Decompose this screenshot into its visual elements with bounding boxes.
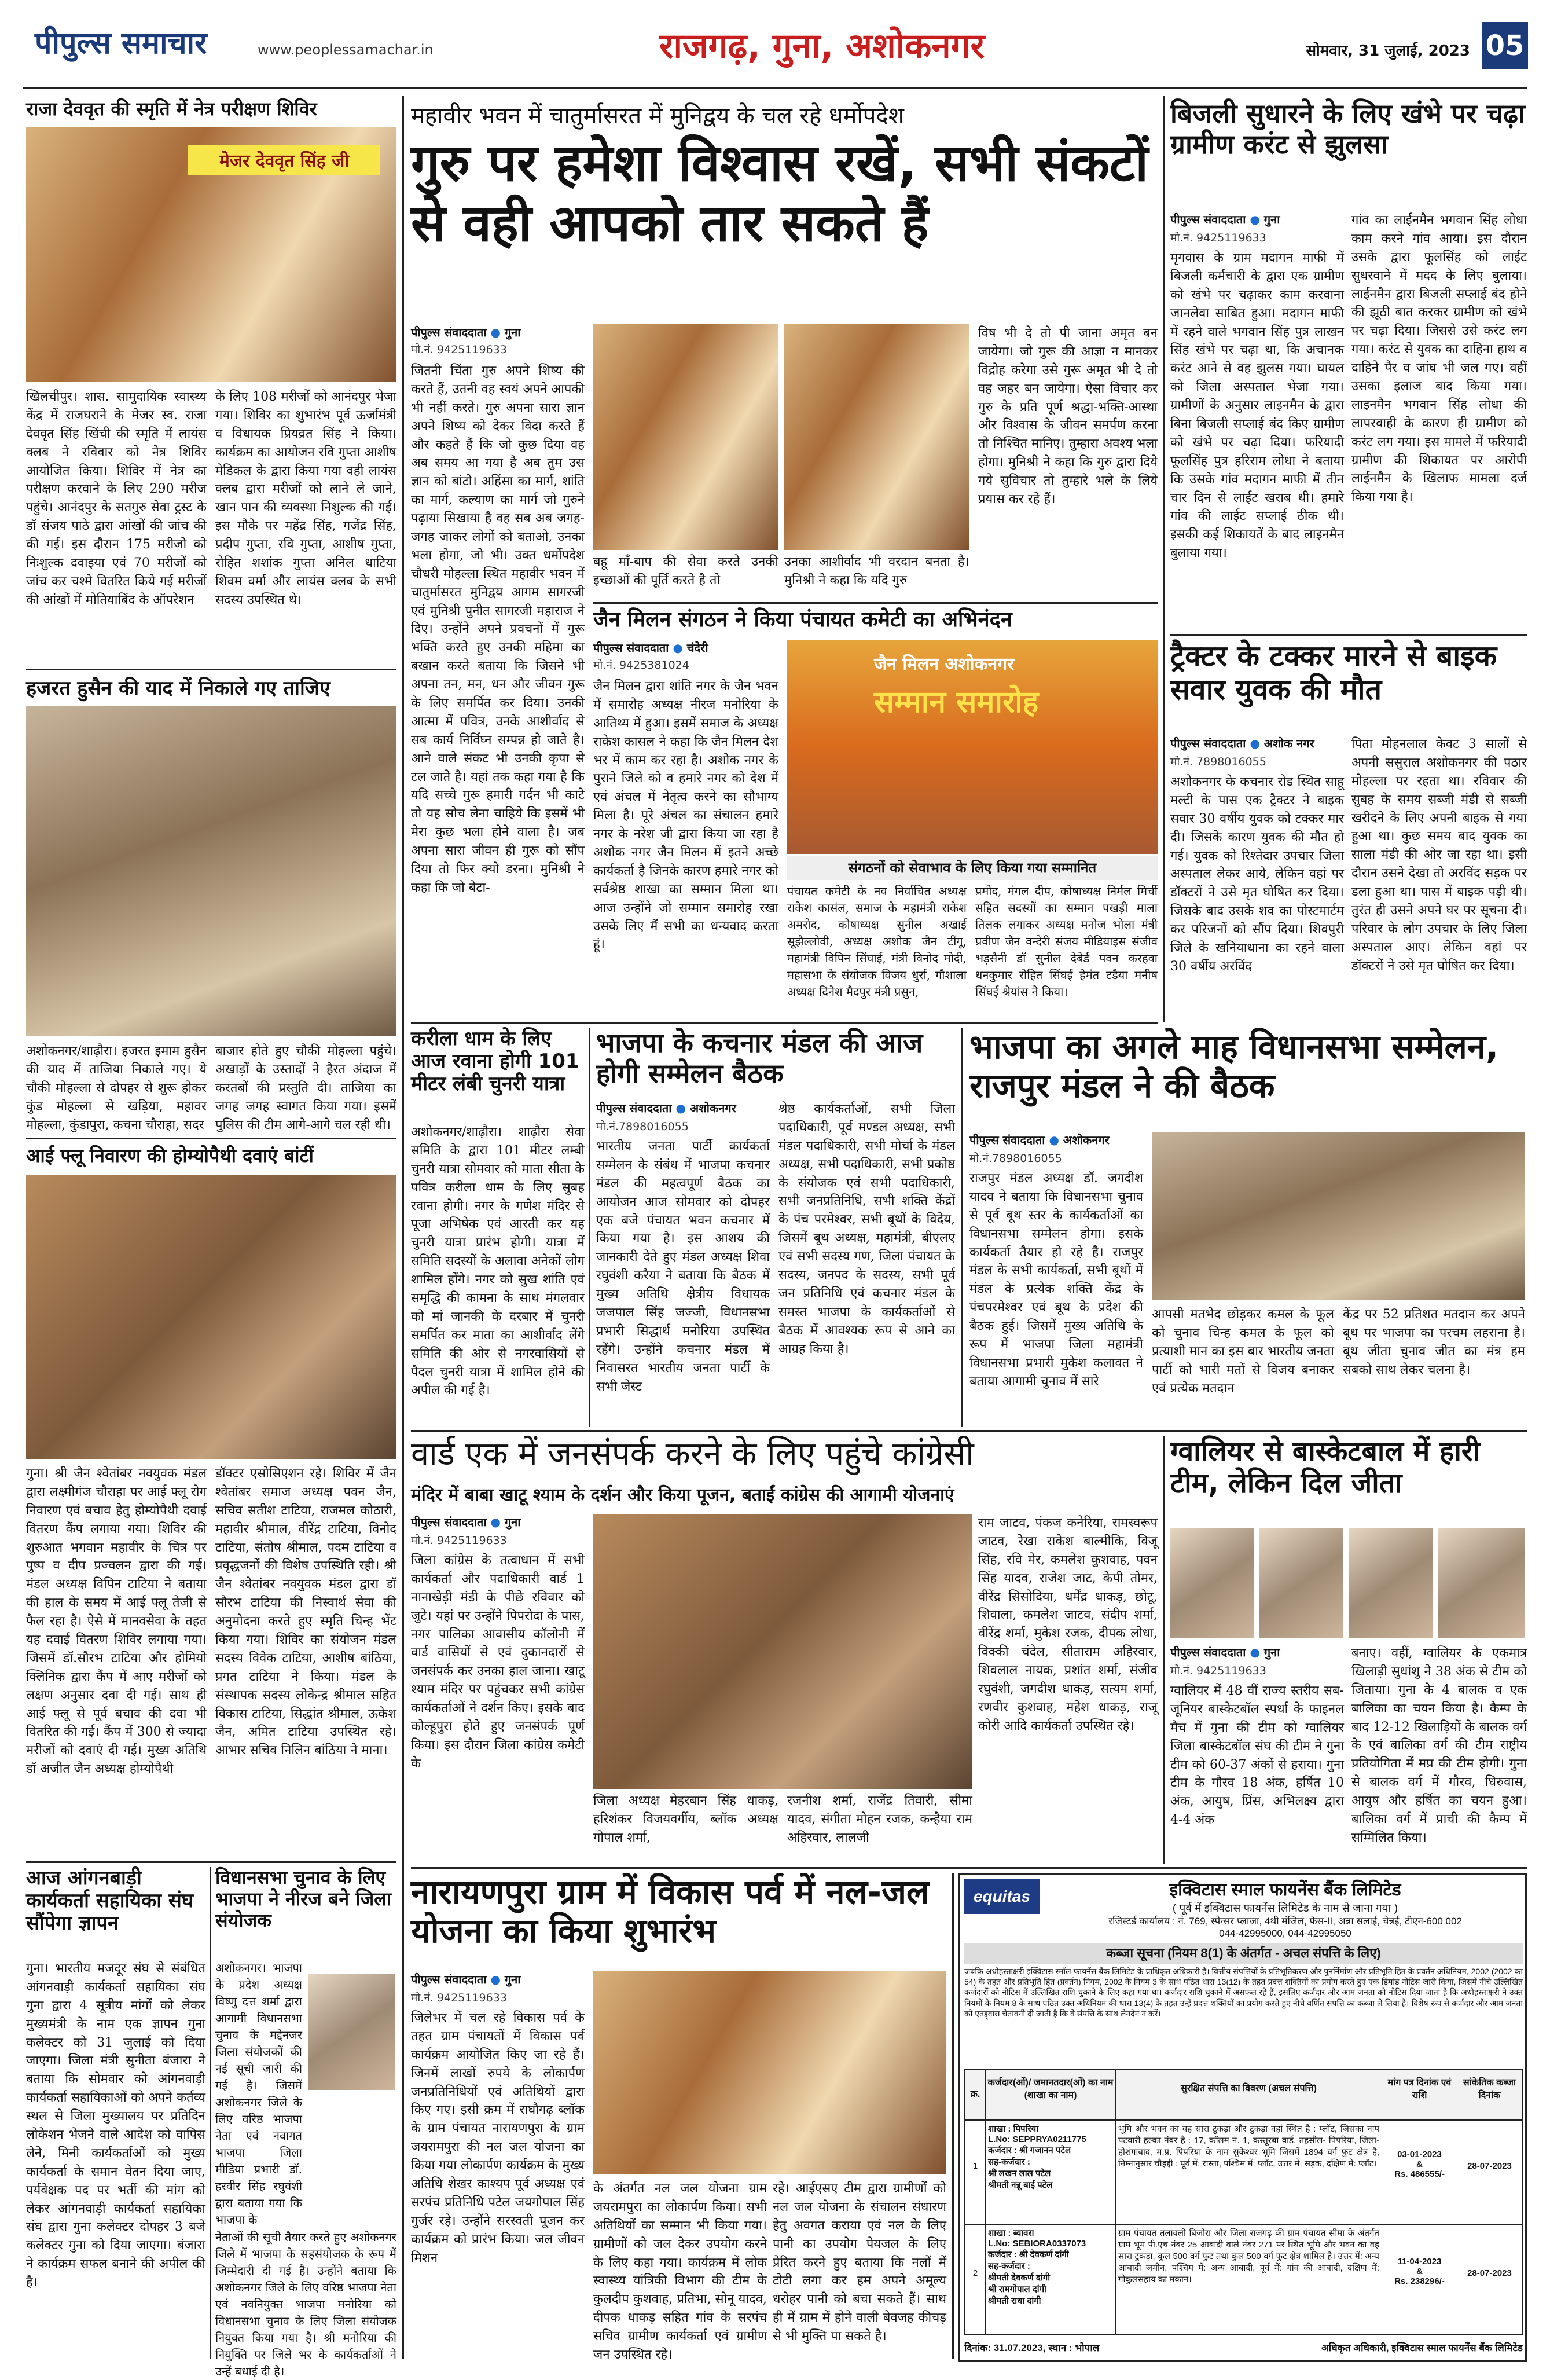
equitas-logo: equitas <box>964 1879 1040 1914</box>
byline-dot-icon: ● <box>1049 1133 1059 1147</box>
row-borrower: शाखा : पिपरिया L.No: SEPPRYA0211775 कर्जदार : श्री गजानन पटेल सह-कर्जदार : श्री लखन लाल पटेल श्रीमती नन्नू बाई पटेल <box>986 2121 1116 2224</box>
notice-footer-signatory: अधिकृत अधिकारी, इक्विटास स्माल फायनेंस बैंक लिमिटेड <box>1321 2342 1523 2353</box>
byline-city: अशोकनगर <box>1063 1133 1110 1147</box>
jain-photo-col2: प्रमोद, मंगल दीप, कोषाध्यक्ष निर्मल मिर्ची सहित सदस्यों का सम्मान पखड़ी माला तिलक लगाकर अध्यक्ष मनोज भोला मंत्री प्रवीण जैन वन्देरी संजय मीडियाइस संजीव भड़सैनी डॉ सुनील देबेर्ड पवन करहवा धनकुमार रोहित सिंघई हेमंत टडैया मनीष सिंघई श्रेयांस ने किया। <box>975 884 1158 999</box>
guru-col4: विष भी दे तो पी जाना अमृत बन जायेगा। जो गुरू की आज्ञा न मानकर विद्रोह करेगा उसे गुरू अमृत भी दे तो वह जहर बन जायेगा। ऐसा विचार कर गुरु के प्रति पूर्ण श्रद्धा-भक्ति-आस्था और विश्वास के जीवन समर्पण करना तो निश्चित मानिए। तुम्हारा अवश्य भला होगा। मुनिश्री ने कहा कि गुरु द्वारा दिये गये सुविचार तो तुम्हारे भले के लिये प्रयास कर रहे हैं। <box>978 326 1158 507</box>
neeraj-portrait <box>308 1974 395 2090</box>
basketball-mobile: मो.नं. 9425119633 <box>1170 1664 1266 1677</box>
row-demand: 03-01-2023 & Rs. 486555/- <box>1382 2121 1457 2224</box>
byline-dot-icon: ● <box>490 1515 501 1529</box>
section-title: राजगढ़, गुना, अशोकनगर <box>659 26 985 67</box>
rajpur-photo <box>1152 1132 1525 1300</box>
tazia-headline: हजरत हुसैन की याद में निकाले गए ताजिए <box>26 677 330 700</box>
divider <box>411 1867 1527 1869</box>
kachnar-col1: भारतीय जनता पार्टी कार्यकर्ता सम्मेलन के संबंध में भाजपा कचनार मंडल की महत्वपूर्ण बैठक का आयोजन आज सोमवार को दोपहर एक बजे पंचायत भवन कचनार में किया गया है। इस आशय की जानकारी देते हुए मंडल अध्यक्ष शिवा रघुवंशी करैया ने बताया कि बैठक में मुख्य अतिथि क्षेत्रीय विधायक जजपाल सिंह जज्जी, विधानसभा प्रभारी सिद्धार्थ मनोरिया उपस्थित रहेंगे। उन्होंने कचनार मंडल में निवासरत भारतीय जनता पार्टी के सभी जेस्ट <box>596 1139 770 1394</box>
divider <box>961 1028 963 1427</box>
electric-mobile: मो.नं. 9425119633 <box>1170 232 1266 244</box>
tazia-photo <box>26 706 396 1036</box>
bank-subtitle: ( पूर्व में इक्विटास फायनेंस लिमिटेड के नाम से जाना गया ) <box>1172 1902 1398 1915</box>
guru-caption-1: बहू माँ-बाप की सेवा करते उनकी इच्छाओं की पूर्ति करते है तो <box>593 555 778 588</box>
basketball-player-photo-4 <box>1438 1528 1525 1638</box>
byline-text: पीपुल्स संवाददाता <box>411 1972 487 1986</box>
tractor-byline <box>1170 735 1344 751</box>
rajpur-col3: केंद्र पर 52 प्रतिशत मतदान कर अपने बूथ पर भाजपा का परचम लहराना है। बूथ जीता चुनाव जीत का मंत्र हम सबको साथ लेकर चलना है। <box>1343 1307 1525 1377</box>
jain-photo-col1: पंचायत कमेटी के नव निर्वाचित अध्यक्ष राकेश कासंल, समाज के महामंत्री राकेश अमरोद, कोषाध्यक्ष सुनील अखाई सूझैल्लोवी, अध्यक्ष अशोक जैन टींगू, महामंत्री विपिन सिंघाई, मंत्री विनोद मोदी, महासभा के संयोजक विजय धुर्रा, गौशाला अध्यक्ष दिनेश मैदपुर मंत्री प्रसुन, <box>787 884 967 999</box>
ward-headline: वार्ड एक में जनसंपर्क करने के लिए पहुंचे कांग्रेसी <box>411 1435 974 1473</box>
byline-city: गुना <box>504 1515 521 1529</box>
jain-body: जैन मिलन द्वारा शांति नगर के जैन भवन में समारोह अध्यक्ष नीरज मनोरिया के आतिथ्य में हुआ। इसमें समाज के अध्यक्ष राकेश कासल ने कहा कि जैन मिलन देश भर में काम कर रहा है। अशोक नगर के पुराने जिले को व हमारे नगर को देश में एवं अंचल में नेतृत्व करने का सौभाग्य मिला है। पूरे अंचल का संचालन हमारे नगर के नरेश जी द्वारा किया जा रहा है अशोक नगर जैन मिलन में इतने अच्छे कार्यकर्ता है जिनके कारण हमारे नगर को सर्वश्रेष्ठ शाखा का सम्मान मिला था। आज उन्होंने जो सम्मान समारोह रखा उसके लिए मैं सभी का धन्यवाद करता हूं। <box>593 679 778 952</box>
karila-headline: करीला धाम के लिए आज रवाना होगी 101 मीटर लंबी चुनरी यात्रा <box>411 1027 579 1096</box>
row-demand: 11-04-2023 & Rs. 238296/- <box>1382 2225 1457 2334</box>
jain-banner-1: जैन मिलन अशोकनगर <box>874 654 1015 674</box>
notice-intro: जबकि अधोहस्ताक्षरी इक्विटास स्मॉल फायनेंस बैंक लिमिटेड के प्राधिकृत अधिकारी है। वित्तीय संपत्तियों के प्रतिभूतिकरण और पुनर्निर्माण और प्रतिभूति हित के प्रवर्तन अधिनियम, 2002 (2002 का 54) के तहत और प्रतिभूति हित (प्रवर्तन) नियम, 2002 के नियम 3 के साथ पठित धारा 13(12) के तहत प्रदत्त शक्तियों का प्रयोग करते हुए एक डिमांड नोटिस जारी किया, जिसमें नीचे उल्लिखित कर्जदारों को नोटिस में उल्लिखित राशि चुकाने के लिए कहा गया था। कर्जदार राशि चुकाने में असफल रहे हैं, इसलिए कर्जदार और आम जनता को नोटिस दिया जाता है कि अधोहस्ताक्षरी ने उक्त नियमों के नियम 8 के साथ पठित उक्त अधिनियम की धारा 13(4) के तहत उन्हें प्रदत्त शक्तियों का प्रयोग करते हुए नीचे वर्णित संपत्ति का कब्जा ले लिया है। विशेष रूप से कर्जदार और आम जनता को एतद्द्वारा चेतावनी दी जाती है कि वे संपत्ति के साथ लेनदेन न करें। <box>964 1967 1523 2018</box>
tractor-mobile: मो.नं. 7898016055 <box>1170 756 1266 768</box>
possession-notice <box>958 1873 1527 2362</box>
row-possession: 28-07-2023 <box>1467 2161 1512 2171</box>
byline-city: चंदेरी <box>686 641 708 655</box>
divider <box>1170 634 1527 636</box>
narayanpura-photo <box>593 1971 946 2174</box>
kachnar-headline: भाजपा के कचनार मंडल की आज होगी सम्मेलन बैठक <box>596 1027 923 1089</box>
anganwadi-body: गुना। भारतीय मजदूर संघ से संबंधित आंगनवाड़ी कार्यकर्ता सहायिका संघ गुना द्वारा 4 सूत्रीय मांगों को लेकर मुख्यमंत्री के नाम एक ज्ञापन गुना कलेक्टर को 31 जुलाई को दिया जाएगा। जिला मंत्री सुनीता बंजारा ने बताया कि सोमवार को आंगनवाड़ी कार्यकर्ता सहायिकाओं को अपने कर्तव्य स्थल से जिला मुख्यालय पर प्रतिदिन लोकेशन भेजने वाले आदेश को वापिस लेने, मिनी कार्यकर्ताओं को मुख्य कार्यकर्ता के समान वेतन दिया जाए, पर्यवेक्षक पद पर भर्ती की मांग को लेकर आंगनवाड़ी कार्यकर्ता सहायिका संघ द्वारा गुना कलेक्टर दोपहर 3 बजे कलेक्टर गुना को दिया जाएगा। बंजारा ने कार्यक्रम सफल बनाने की अपील की है। <box>26 1961 205 2290</box>
ward-photo <box>593 1514 972 1789</box>
divider <box>411 1022 1158 1024</box>
guru-byline <box>411 324 585 340</box>
rajpur-headline: भाजपा का अगले माह विधानसभा सम्मेलन, राजपुर मंडल ने की बैठक <box>969 1027 1499 1105</box>
ward-col1: जिला कांग्रेस के तत्वाधान में सभी कार्यकर्ता और पदाधिकारी वार्ड 1 नानाखेड़ी मंडी के पीछे रविवार को जुटे। यहां पर उन्होंने पिपरोदा के पास, नगर पालिका आवासीय कॉलोनी में वार्ड वासियों से एवं दुकानदारों से जनसंपर्क कर उनका हाल जाना। खाटू श्याम मंदिर पर पहुंचकर सभी कांग्रेस कार्यकर्ताओं ने दर्शन किए। इसके बाद कोल्हूपुरा होते हुए जनसंपर्क पूर्ण किया। इस दौरान जिला कांग्रेस कमेटी के <box>411 1553 585 1771</box>
guru-kicker: महावीर भवन में चातुर्मासरत में मुनिद्वय के चल रहे धर्मोपदेश <box>411 102 904 129</box>
rajpur-mobile: मो.नं.7898016055 <box>969 1152 1062 1165</box>
divider <box>411 1430 1527 1432</box>
notice-table-row <box>964 2225 1523 2335</box>
divider <box>26 1138 396 1139</box>
eye-camp-col2: के लिए 108 मरीजों को आनंदपुर भेजा गया। शिविर का शुभारंभ पूर्व ऊर्जामंत्री व विधायक प्रियव्रत सिंह ने किया। कार्यक्रम का आयोजन रवि गुप्ता आशीष मेडिकल के द्वारा किया गया वही लायंस क्लब द्वारा मरीजों को लाने ले जाने, खान पान की व्यवस्था निशुल्क की गई। इस मौके पर महेंद्र सिंह, गजेंद्र सिंह, प्रदीप गुप्ता, रवि गुप्ता, आशीष गुप्ता, रोहित शशांक गुप्ता अनिल धाटिया शिवम वर्मा और लायंस क्लब के सभी सदस्य उपस्थित थे। <box>215 390 396 607</box>
divider <box>1163 1436 1165 1864</box>
narayanpura-col2: के अंतर्गत नल जल योजना ग्राम जयरामपुरा का लोकार्पण किया। सभी अतिथियों का सम्मान भी किया गया। ग्रामीणों को जल देकर उपयोग करने के लिए कहा गया। कार्यक्रम में लोक स्वास्थ्य यांत्रिकी विभाग की टीम के कुलदीप कुशवाह, प्रतिभा, सोनू यादव, दीपक धाकड़ सहित गांव के सरपंच सचिव ग्रामीण कार्यकर्ता एवं ग्रामीण जन उपस्थित रहे। <box>593 2181 767 2363</box>
narayanpura-col3: रहे। आईएसए टीम द्वारा ग्रामीणों को नल जल योजना के संचालन संधारण हेतु अवगत कराया एवं नल के लिए पानी का उपयोग पेयजल के लिए प्रेरित करने हुए बताया कि नलों में टोटी लगा कर हम अपने अमूल्य धरोहर पानी को बचा सकते हैं। साथ ही में ग्राम में होने वाली बेवजह कीचड़ से भी मुक्ति पा सकते है। <box>773 2181 946 2344</box>
row-property: ग्राम पंचायत तलावली बिजोरा और जिला राजगढ़ की ग्राम पंचायत सीमा के अंतर्गत ग्राम भूम पी.एच नंबर 25 आबादी वाले नंबर 271 पर स्थित भूमि और भवन का वह सारा टुकड़ा, कुल 500 वर्ग फुट तथा कुल 500 वर्ग फुट क्षेत्र शामिल है। उत्तर में: अन्य आबादी जमीन, पश्चिम में: अन्य आबादी, पूर्व में: गांव की आबादी, दक्षिण में: गोकुलसहाय का मकान। <box>1116 2225 1382 2334</box>
byline-dot-icon: ● <box>1250 1645 1260 1659</box>
eye-camp-banner: मेजर देववृत सिंह जी <box>188 145 380 175</box>
kachnar-mobile: मो.नं.7898016055 <box>596 1120 689 1133</box>
jain-mobile: मो.नं. 9425381024 <box>593 659 689 672</box>
jain-photo <box>787 640 1158 854</box>
guru-headline: गुरु पर हमेशा विश्वास रखें, सभी संकटों से वही आपको तार सकते हैं <box>411 133 1149 253</box>
basketball-col1: ग्वालियर में 48 वीं राज्य स्तरीय सब-जूनियर बास्केटबॉल स्पर्धा के फाइनल मैच में गुना की टीम को ग्वालियर जिला बास्केटबॉल संघ की टीम ने गुना टीम को 60-37 अंकों से हराया। गुना टीम के गौरव 18 अंक, हर्षित 10 अंक, आयुष, प्रिंस, अभिलक्ष्य द्वारा 4-4 अंक <box>1170 1684 1344 1828</box>
neeraj-headline: विधानसभा चुनाव के लिए भाजपा ने नीरज बने जिला संयोजक <box>215 1866 392 1931</box>
byline-city: गुना <box>504 325 521 339</box>
tazia-col2: बाजार होते हुए चौकी मोहल्ला पहुंचे। अखाड़ों के उस्तादों ने हैरत अंदाज में करतबों की प्रस्तुति दी। ताजिया का जगह जगह स्वागत किया गया। इसमें पुलिस की टीम आगे-आगे चल रही थी। <box>215 1044 396 1132</box>
flu-photo <box>26 1175 396 1459</box>
byline-city: गुना <box>1263 1645 1280 1659</box>
ward-kicker: मंदिर में बाबा खाटू श्याम के दर्शन और किया पूजन, बताईं कांग्रेस की आगामी योजनाएं <box>411 1485 954 1505</box>
notice-title: कब्जा सूचना (नियम 8(1) के अंतर्गत - अचल संपत्ति के लिए) <box>964 1943 1523 1964</box>
byline-city: गुना <box>1263 212 1280 226</box>
header-cell: सांकेतिक कब्जा दिनांक <box>1463 2078 1516 2100</box>
row-no: 1 <box>965 2121 986 2224</box>
divider <box>589 1028 590 1427</box>
flu-col2: डॉक्टर एसोसिएशन रहे। शिविर में जैन श्वेतांबर समाज अध्यक्ष पवन जैन, सचिव सतीश टाटिया, राजमल कोठारी, महावीर श्रीमाल, वीरेंद्र टाटिया, विनोद टाटिया, संतोष श्रीमाल, पदम टाटिया व प्रवृद्धजनों की विशेष उपस्थिति रही। श्री जैन श्वेतांबर नवयुवक मंडल द्वारा डॉ सौरभ टाटिया की निस्वार्थ सेवा की अनुमोदना करते हुए स्मृति चिन्ह भेंट किया गया। शिविर का संयोजन मंडल सदस्य विवेक टाटिया, आशीष बांठिया, प्रगत टाटिया ने किया। मंडल के संस्थापक सदस्य लोकेन्द्र श्रीमाल सहित विकास टाटिया, सिद्धांत श्रीमाल, ऊकेश जैन, अमित टाटिया उपस्थित रहे। आभार सचिव निलिन बांठिया ने माना। <box>215 1466 396 1758</box>
ward-caption-2: रजनीश शर्मा, राजेंद्र तिवारी, सीमा यादव, संगीता मोहन रजक, कन्हैया राम अहिरवार, लालजी <box>787 1794 972 1845</box>
jain-banner-2: सम्मान समारोह <box>874 685 1039 720</box>
divider <box>952 1873 954 2359</box>
tractor-col2: पिता मोहनलाल केवट 3 सालों से अपनी ससुराल अशोकनगर की पठार मोहल्ला पर रहता था। रविवार की सुबह के समय सब्जी मंडी से सब्जी खरीदने के लिए अपनी बाइक से गया हुआ था। कुछ समय बाद युवक का साला मंडी की ओर जा रहा था। इसी दौरान उसने देखा तो अरविंद सड़क पर डला हुआ था। पास में बाइक पड़ी थी। तुरंत ही उसने अपने घर पर सूचना दी। परिवार के लोग उपचार के लिए जिला अस्पताल आए। लेकिन वहां पर डॉक्टरों ने उसे मृत घोषित कर दिया। <box>1351 737 1527 973</box>
eye-camp-col1: खिलचीपुर। शास. सामुदायिक स्वास्थ्य केंद्र में राजघराने के मेजर स्व. राजा देववृत सिंह खिंची की स्मृति में लायंस क्लब ने रविवार को नेत्र शिविर आयोजित किया। शिविर में नेत्र का परीक्षण करवाने के लिए 290 मरीज पहुंचे। आनंदपुर के सतगुरु सेवा ट्रस्ट के डॉ संजय पाठे द्वारा आंखों की जांच की की गई। इस दौरान 175 मरीजो को निःशुल्क दवाइया एवं 70 मरीजों को जांच कर चश्मे वितरित किये गई मरीजों की आंखों में मोतियाबिंद के ऑपरेशन <box>26 390 207 607</box>
jain-headline: जैन मिलन संगठन ने किया पंचायत कमेटी का अभिनंदन <box>593 608 1012 632</box>
electric-col1: मृगवास के ग्राम मदागन माफी में बिजली कर्मचारी के द्वारा एक ग्रामीण को खंभे पर चढ़ाकर काम करवाना जानलेवा साबित हुआ। मदागन माफी में रहने वाले भगवान सिंह पुत्र लाखन सिंह खंभे पर चढ़ा था, कि अचानक करंट आने से वह झुलस गया। घायल को जिला अस्पताल भेजा गया। ग्रामीणों के अनुसार लाइनमैन के द्वारा बिना बिजली सप्लाई बंद किए ग्रामीण को खंभे पर चढ़ा दिया। फरियादी फूलसिंह पुत्र हरिराम लोधा ने बताया कि उसके गांव मदागन माफी में तीन चार दिन से लाईट खराब थी। हमारे गांव की लाईट सप्लाई ठीक थी। इसकी कई शिकायतें के बाद लाइनमैन बुलाया गया। <box>1170 251 1344 561</box>
neeraj-body1: अशोकनगर। भाजपा के प्रदेश अध्यक्ष विष्णु दत्त शर्मा द्वारा आगामी विधानसभा चुनाव के मद्देनजर जिला संयोजकों की नई सूची जारी की गई है। जिसमें अशोकनगर जिले के लिए वरिष्ठ भाजपा नेता एवं नवागत भाजपा जिला मीडिया प्रभारी डॉ. हरवीर सिंह रघुवंशी द्वारा बताया गया कि भाजपा के <box>215 1961 302 2227</box>
byline-text: पीपुल्स संवाददाता <box>411 1515 487 1529</box>
issue-date: सोमवार, 31 जुलाई, 2023 <box>1306 42 1470 60</box>
paper-url: www.peoplessamachar.in <box>258 42 434 58</box>
ward-byline <box>411 1514 585 1530</box>
flu-headline: आई फ्लू निवारण की होम्योपैथी दवाएं बांटीं <box>26 1145 314 1167</box>
basketball-player-photo-3 <box>1349 1528 1433 1638</box>
bank-name: इक्विटास स्माल फायनेंस बैंक लिमिटेड <box>1169 1880 1401 1899</box>
basketball-headline: ग्वालियर से बास्केटबाल में हारी टीम, लेकिन दिल जीता <box>1170 1435 1480 1500</box>
eye-camp-headline: राजा देववृत की स्मृति में नेत्र परीक्षण शिविर <box>26 98 317 120</box>
basketball-col2: बनाए। वहीं, ग्वालियर के एकमात्र खिलाड़ी सुधांशु ने 38 अंक से टीम को जिताया। गुना के 4 बालक व एक बालिका का चयन किया है। कैम्प के बाद 12-12 खिलाड़ियों के बालक वर्ग के एवं बालिका वर्ग की टीम राष्ट्रीय प्रतियोगिता में मप्र की टीम होगी। गुना से बालक वर्ग में गौरव, धिरुवास, आयुष और हर्षित का चयन हुआ। बालिका वर्ग में प्राची की कैम्प में सम्मिलित किया। <box>1351 1646 1527 1845</box>
byline-city: गुना <box>504 1972 521 1986</box>
bank-phones: 044-42995000, 044-42995050 <box>1219 1928 1351 1939</box>
byline-dot-icon: ● <box>1250 212 1260 226</box>
rajpur-col1: राजपुर मंडल अध्यक्ष डॉ. जगदीश यादव ने बताया कि विधानसभा चुनाव से पूर्व बूथ स्तर के कार्यकर्ताओं का विधानसभा सम्मेलन होगा। इसके कार्यकर्ता तैयार हो रहे है। राजपुर मंडल के सभी कार्यकर्ता, सभी बूथों में मंडल के प्रत्येक शक्ति केंद्र के पंचपरमेश्वर एवं बूथ के प्रदेश की बैठक हुई। जिसमें मुख्य अतिथि के रूप में भाजपा जिला महामंत्री विधानसभा प्रभारी मुकेश कलावत ने बताया आगामी चुनाव में सारे <box>969 1171 1143 1389</box>
row-no: 2 <box>965 2225 986 2334</box>
tractor-headline: ट्रैक्टर के टक्कर मारने से बाइक सवार युवक की मौत <box>1170 639 1497 706</box>
divider <box>210 1867 211 2359</box>
jain-byline <box>593 640 778 655</box>
neeraj-body2: नेताओं की सूची तैयार करते हुए अशोकनगर जिले में भाजपा के सहसंयोजक के रूप में जिम्मेदारी दी गई है। उन्होंने बताया कि अशोकनगर जिले के लिए वरिष्ठ भाजपा नेता एवं नवनियुक्त भाजपा मनोरिया को विधानसभा चुनाव के लिए जिला संयोजक नियुक्त किया गया है। श्री मनोरिया की नियुक्ति पर जिले भर के कार्यकर्ताओं ने उन्हें बधाई दी है। <box>215 2230 396 2378</box>
ward-col4: राम जाटव, पंकज कनेरिया, रामस्वरूप जाटव, रेखा राकेश बाल्मीकि, विजू सिंह, रवि मेर, कमलेश कुशवाह, पवन सिंह यादव, राजेश जाट, केपी तोमर, वीरेंद्र सिसोदिया, धर्मेंद्र धाकड़, छोटू, शिवाला, कमलेश जाटव, संदीप शर्मा, वीरेंद्र शर्मा, मुकेश रजक, दीपक लोधा, विक्की चंदेल, सीताराम अहिरवार, शिवलाल नायक, प्रशांत शर्मा, संजीव रघुवंशी, जगदीश धाकड़, सत्यम शर्मा, रणवीर कुशवाह, महेश धाकड़, राजू कोरी आदि कार्यकर्ता उपस्थित रहे। <box>978 1516 1158 1733</box>
divider <box>402 96 404 2359</box>
guru-col1: जितनी चिंता गुरु अपने शिष्य की करते हैं, उतनी वह स्वयं अपने आपकी भी नहीं करते। गुरु अपना सारा ज्ञान अपने शिष्य को देकर विदा करते हैं और कहते हैं कि जो कुछ दिया वह अब समय आ गया है अब तुम उस ज्ञान को बांटो। अहिंसा का मार्ग, शांति का मार्ग, कल्याण का मार्ग जो गुरुने पढ़ाया सिखाया है वह सब अब जगह-जगह जाकर लोगों को बताओ, उनका भला होगा, जो भी। उक्त धर्मोपदेश चौधरी मोहल्ला स्थित महावीर भवन में चातुर्मासरत मुनिद्वय आगम सागरजी एवं मुनिश्री पुनीत सागरजी महाराज ने दिए। उन्होंने अपने प्रवचनों में गुरू भक्ति करते हुए उनकी महिमा का बखान करते बताया कि जिसने भी अपना तन, मन, धन और जीवन गुरू के लिए समर्पित कर दिया। उनकी आत्मा में पवित्र, उनके आशीर्वाद से सब कार्य निर्विघ्न सम्पन्न हो जाते है। आने वाले संकट भी उनकी कृपा से टल जाते है। यहां तक कहा गया है कि यदि सच्चे गुरू हमारी गर्दन भी काटे तो यह सोच लेना चाहिये कि इसमें भी मेरा कुछ भला होने वाला है। जब अपना सारा जीवन ही गुरू को सौंप दिया तो फिर क्यो डरना। मुनिश्री ने कहा कि जो बेटा- <box>411 364 585 895</box>
byline-dot-icon: ● <box>675 1101 686 1115</box>
narayanpura-headline: नारायणपुरा ग्राम में विकास पर्व में नल-जल योजना का किया शुभारंभ <box>411 1872 930 1950</box>
rajpur-byline <box>969 1132 1143 1147</box>
eye-camp-photo <box>26 127 396 382</box>
narayanpura-mobile: मो.नं. 9425119633 <box>411 1992 507 2004</box>
basketball-player-photo-1 <box>1170 1528 1254 1638</box>
narayanpura-col1: जिलेभर में चल रहे विकास पर्व के तहत ग्राम पंचायतों में विकास पर्व कार्यक्रम आयोजित किए जा रहे हैं। जिनमें लाखों रुपये के लोकार्पण जनप्रतिनिधियों एवं अतिथियों द्वारा किए गए। इसी क्रम में राघौगढ़ ब्लॉक के ग्राम पंचायत नारायणपुरा के ग्राम जयरामपुरा की नल जल योजना का किया गया लोकार्पण कार्यक्रम के मुख्य अतिथि शेखर काश्यप पूर्व अध्यक्ष एवं सरपंच प्रतिनिधि पटेल जयगोपाल सिंह गुर्जर रहे। उन्होंने सरस्वती पूजन कर कार्यक्रम को प्रारंभ किया। जल जीवन मिशन <box>411 2011 585 2265</box>
guru-photo-1 <box>593 324 778 550</box>
divider <box>1163 96 1165 1022</box>
byline-dot-icon: ● <box>490 1972 501 1986</box>
byline-dot-icon: ● <box>673 641 683 655</box>
bank-address: रजिस्टर्ड कार्यालय : नं. 769, स्पेन्सर प्लाजा, 4थी मंजिल, फेस-II, अन्ना सलाई, चेन्नई, टीएन-600 002 <box>1108 1916 1462 1927</box>
narayanpura-byline <box>411 1971 585 1987</box>
row-property: भूमि और भवन का वह सारा टुकड़ा और टुकड़ा वहां स्थित है : प्लॉट, जिसका नाप पटवारी हल्का नंबर है : 17, कॉलम न. 1, कस्तूरबा वार्ड, तहसील- पिपरिया, जिला-होशंगाबाद, म.प्र. पिपरिया के नाम सुकेश्वर भूमि जिसमें 1894 वर्ग फुट क्षेत्र है, निम्नानुसार चौहद्दी : पूर्व में: रास्ता, पश्चिम में: प्लॉट, उत्तर में: सड़क, दक्षिण में: प्लॉट। <box>1116 2121 1382 2224</box>
electric-headline: बिजली सुधारने के लिए खंभे पर चढ़ा ग्रामीण करंट से झुलसा <box>1170 98 1525 160</box>
paper-name: पीपुल्स समाचार <box>35 26 207 61</box>
masthead <box>0 0 1550 87</box>
byline-text: पीपुल्स संवाददाता <box>596 1101 672 1115</box>
byline-text: पीपुल्स संवाददाता <box>969 1133 1045 1147</box>
byline-city: अशोक नगर <box>1263 736 1314 750</box>
jain-photo-caption: संगठनों को सेवाभाव के लिए किया गया सम्मानित <box>787 856 1158 880</box>
basketball-player-photo-2 <box>1259 1528 1343 1638</box>
notice-footer-date: दिनांक: 31.07.2023, स्थान : भोपाल <box>964 2342 1100 2353</box>
guru-photo-2 <box>784 324 969 550</box>
paper-logo <box>35 23 255 64</box>
header-cell: सुरक्षित संपत्ति का विवरण (अचल संपत्ति) <box>1116 2070 1382 2119</box>
divider <box>26 669 396 670</box>
guru-caption-2: उनका आशीर्वाद भी वरदान बनता है। मुनिश्री ने कहा कि यदि गुरु <box>784 555 969 588</box>
page-number: 05 <box>1482 22 1528 69</box>
guru-mobile: मो.नं. 9425119633 <box>411 343 507 356</box>
header-cell: क्र. <box>965 2070 986 2119</box>
byline-text: पीपुल्स संवाददाता <box>1170 736 1246 750</box>
flu-col1: गुना। श्री जैन श्वेतांबर नवयुवक मंडल द्वारा लक्ष्मीगंज चौराहा पर आई फ्लू रोग निवारण एवं बचाव हेतु होम्योपैथी दवाई वितरण कैंप लगाया गया। शिविर की शुरुआत भगवान महावीर के चित्र पर पुष्प व दीप प्रज्वलन द्वारा की गई। मंडल अध्यक्ष विपिन टाटिया ने बताया की हाल के समय में आई फ्लू तेजी से फैल रहा है। ऐसे में मानवसेवा के तहत यह दवाई वितरण शिविर लगाया गया। जिसमें डॉ.सौरभ टाटिया और होमियो क्लिनिक द्वारा कैंप में आए मरीजों को लक्षण अनुसार दवा दी गई। साथ ही आई फ्लू से पूर्व बचाव की दवा भी वितरित की गई। कैंप में 300 से ज्यादा मरीजों को दवाएं दी गई। मुख्य अतिथि डॉ अजीत जैन अध्यक्ष होम्योपैथी <box>26 1466 207 1777</box>
basketball-byline <box>1170 1644 1344 1660</box>
anganwadi-headline: आज आंगनबाड़ी कार्यकर्ता सहायिका संघ सौंपेगा ज्ञापन <box>26 1866 193 1935</box>
row-possession: 28-07-2023 <box>1467 2268 1512 2278</box>
byline-city: अशोकनगर <box>689 1101 736 1115</box>
byline-dot-icon: ● <box>490 325 501 339</box>
byline-text: पीपुल्स संवाददाता <box>1170 212 1246 226</box>
row-borrower: शाखा : ब्यावरा L.No: SEBIORA0337073 कर्जदार : श्री देवकर्ण दांगी सह-कर्जदार : श्रीमती देवकर्ण दांगी श्री रामगोपाल दांगी श्रीमती राधा दांगी <box>986 2225 1116 2334</box>
electric-col2: गांव का लाईनमैन भगवान सिंह लोधा काम करने गांव आया। इस दौरान उसके द्वारा फूलसिंह को लाईट सुधरवाने में मदद के लिए बुलाया। लाईनमैन द्वारा बिजली सप्लाई बंद होने की झूठी बात करकर ग्रामीण को खंभे पर चढ़ा दिया। जिससे उसे करंट लग गया। करंट से युवक का दाहिना हाथ व दाहिने पैर व जांघ भी जल गए। वहीं उसका इलाज बाद किया गया। लाइनमैन भगवान सिंह लोधा की लापरवाही के कारण ही ग्रामीण को करंट लग गया। इस मामले में फरियादी ग्रामीण की शिकायत पर आरोपी लाईनमैन के खिलाफ मामला दर्ज किया गया है। <box>1351 213 1527 505</box>
tazia-col1: अशोकनगर/शाढ़ौरा। हजरत इमाम हुसैन की याद में ताजिया निकाले गए। ये चौकी मोहल्ला से दोपहर से शुरू होकर कुंड मोहल्ला से खड़िया, महावर मोहल्ला, कुंडापुरा, कचना चौराहा, सदर <box>26 1044 207 1132</box>
notice-table-header <box>964 2069 1523 2121</box>
karila-body: अशोकनगर/शाढ़ौरा। शाढ़ौरा सेवा समिति के द्वारा 101 मीटर लम्बी चुनरी यात्रा सोमवार को माता सीता के पवित्र करीला धाम के लिए सुबह रवाना होगी। नगर के गणेश मंदिर से पूजा अभिषेक एवं आरती कर यह चुनरी यात्रा प्रारंभ होगी। यात्रा में समिति सदस्यों के अलावा अनेकों लोग शामिल होंगे। नगर को सुख शांति एवं समृद्धि की कामना के साथ मंगलवार को मां जानकी के दरबार में चुनरी समर्पित कर माता का आशीर्वाद लेंगे समिति की ओर से नगरवासियों से पैदल चुनरी यात्रा में शामिल होने की अपील की गई है। <box>411 1125 585 1398</box>
byline-text: पीपुल्स संवाददाता <box>411 325 487 339</box>
byline-text: पीपुल्स संवाददाता <box>593 641 669 655</box>
header-cell: मांग पत्र दिनांक एवं राशि <box>1382 2070 1457 2119</box>
byline-dot-icon: ● <box>1250 736 1260 750</box>
masthead-rule <box>23 87 1527 89</box>
ward-mobile: मो.नं. 9425119633 <box>411 1534 507 1547</box>
ward-caption-1: जिला अध्यक्ष मेहरबान सिंह धाकड़, हरिशंकर विजयवर्गीय, ब्लॉक अध्यक्ष गोपाल शर्मा, <box>593 1794 778 1845</box>
notice-table-row <box>964 2121 1523 2225</box>
tractor-col1: अशोकनगर के कचनार रोड स्थित साहू मल्टी के पास एक ट्रैक्टर ने बाइक सवार 30 वर्षीय युवक को टक्कर मार दी। जिसके कारण युवक की मौत हो गई। युवक को रिश्तेदार उपचार जिला अस्पताल लेकर आये, लेकिन वहां पर डॉक्टरों ने उसे मृत घोषित कर दिया। जिसके बाद उसके शव का पोस्टमार्टम कर परिजनों को सौंप दिया। शिवपुरी जिले के खनियाधाना का रहने वाला 30 वर्षीय अरविंद <box>1170 775 1344 974</box>
byline-text: पीपुल्स संवाददाता <box>1170 1645 1246 1659</box>
kachnar-col2: श्रेष्ठ कार्यकर्ताओं, सभी जिला पदाधिकारी, पूर्व मण्डल अध्यक्ष, सभी मंडल पदाधिकारी, सभी मोर्चा के मंडल अध्यक्ष, सभी पदाधिकारी, सभी प्रकोष्ठ के संयोजक एवं सभी पदाधिकारी, सभी जनप्रतिनिधि, सभी शक्ति केंद्रों के पंच परमेश्वर, सभी बूथों के विदेय, जिसमें बूथ अध्यक्ष, महामंत्री, बीएलए एवं सभी सदस्य गण, जिला पंचायत के सदस्य, जनपद के सदस्य, सभी पूर्व जन प्रतिनिधि एवं कचनार मंडल के समस्त भाजपा के कार्यकर्ताओं से बैठक में आवश्यक रूप से आने का आग्रह किया है। <box>778 1102 955 1356</box>
kachnar-byline <box>596 1100 770 1116</box>
header-cell: कर्जदार(ओं)/ जमानतदार(ओं) का नाम (शाखा का नाम) <box>986 2070 1116 2119</box>
divider <box>26 1861 396 1863</box>
divider <box>593 602 1158 604</box>
rajpur-col2: आपसी मतभेद छोड़कर कमल के फूल को चुनाव चिन्ह कमल के फूल को प्रत्याशी मान का इस बार भारतीय जनता पार्टी को भारी मतों से विजय बनाकर एवं प्रत्येक मतदान <box>1152 1307 1334 1396</box>
electric-byline <box>1170 211 1344 227</box>
